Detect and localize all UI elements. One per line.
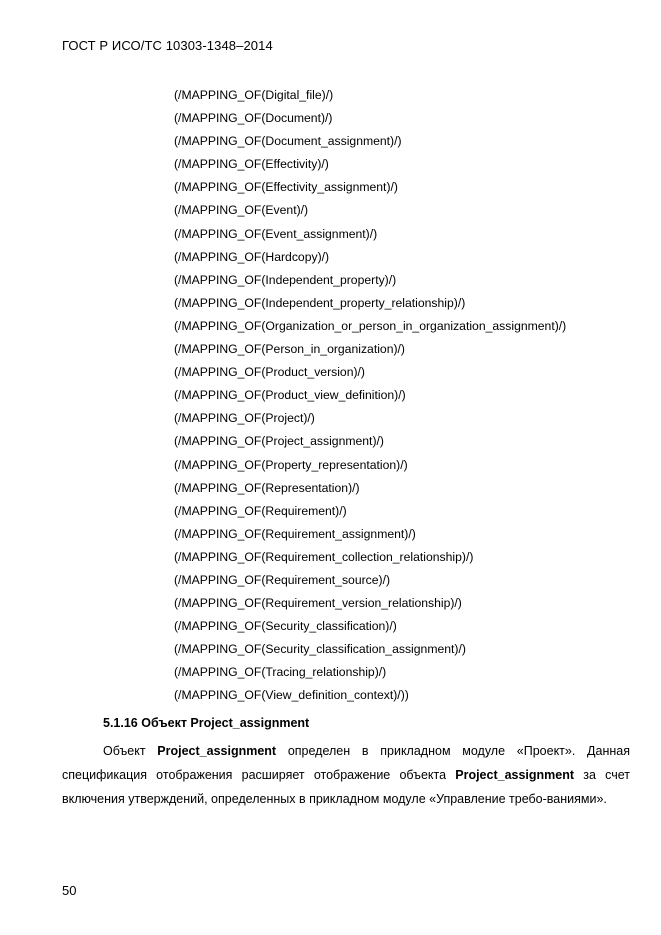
mapping-line: (/MAPPING_OF(Security_classification_assignment)/) (174, 642, 466, 657)
mapping-line: (/MAPPING_OF(Requirement_collection_relationship)/) (174, 549, 474, 564)
mapping-line: (/MAPPING_OF(Requirement_version_relationship)/) (174, 596, 462, 611)
mapping-line: (/MAPPING_OF(Effectivity_assignment)/) (174, 180, 398, 195)
page-number: 50 (62, 883, 77, 898)
mapping-line: (/MAPPING_OF(Project)/) (174, 411, 315, 426)
section-heading: 5.1.16 Объект Project_assignment (103, 716, 310, 730)
section-paragraph (62, 739, 630, 811)
mapping-line: (/MAPPING_OF(Organization_or_person_in_organization_assignment)/) (174, 318, 567, 333)
mapping-line: (/MAPPING_OF(Product_view_definition)/) (174, 388, 406, 403)
mapping-line: (/MAPPING_OF(Event)/) (174, 203, 309, 218)
mapping-line: (/MAPPING_OF(Digital_file)/) (174, 88, 334, 102)
mapping-line: (/MAPPING_OF(Person_in_organization)/) (174, 342, 405, 357)
paragraph-text-3: за счет включения утверждений, определенных в прикладном модуле «Управление требо-ваниями». (62, 768, 631, 806)
mapping-line: (/MAPPING_OF(Tracing_relationship)/) (174, 665, 387, 680)
mapping-line: (/MAPPING_OF(Security_classification)/) (174, 619, 397, 634)
mapping-line: (/MAPPING_OF(Project_assignment)/) (174, 434, 384, 449)
entity-name: Project_assignment (157, 744, 277, 758)
mapping-line: (/MAPPING_OF(Requirement_assignment)/) (174, 526, 416, 541)
mapping-line: (/MAPPING_OF(Document_assignment)/) (174, 134, 402, 149)
mapping-line: (/MAPPING_OF(Hardcopy)/) (174, 249, 330, 264)
mapping-line: (/MAPPING_OF(Property_representation)/) (174, 457, 408, 472)
mapping-line: (/MAPPING_OF(Document)/) (174, 111, 333, 126)
paragraph-text-1: Объект (103, 744, 158, 758)
mapping-line: (/MAPPING_OF(Product_version)/) (174, 365, 365, 380)
entity-name: Project_assignment (455, 768, 575, 782)
mapping-line: (/MAPPING_OF(Event_assignment)/) (174, 226, 378, 241)
mapping-line: (/MAPPING_OF(Independent_property_relationship)/) (174, 295, 466, 310)
mapping-line: (/MAPPING_OF(Requirement)/) (174, 503, 347, 518)
paragraph-text-2: определен в прикладном модуле «Проект». Данная спецификация отображения расширяет отображение объекта (62, 744, 630, 782)
mapping-line: (/MAPPING_OF(Requirement_source)/) (174, 572, 391, 587)
mapping-line: (/MAPPING_OF(Independent_property)/) (174, 272, 397, 287)
mapping-list (174, 87, 566, 711)
mapping-line: (/MAPPING_OF(View_definition_context)/)) (174, 688, 409, 703)
mapping-line: (/MAPPING_OF(Representation)/) (174, 480, 360, 495)
document-header: ГОСТ Р ИСО/ТС 10303-1348–2014 (62, 38, 273, 53)
mapping-line: (/MAPPING_OF(Effectivity)/) (174, 157, 329, 172)
